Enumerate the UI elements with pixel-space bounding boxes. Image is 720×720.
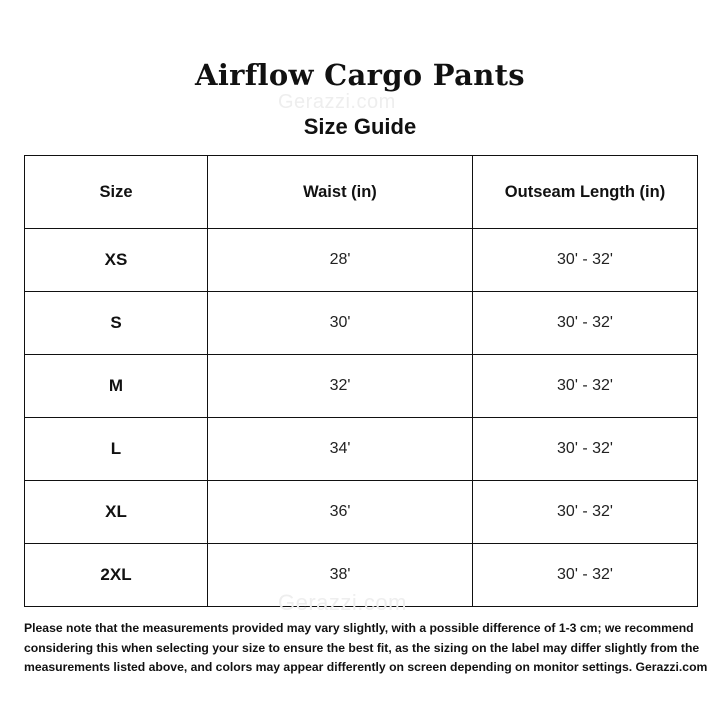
column-header-waist: Waist (in) — [208, 156, 473, 229]
table-row — [25, 229, 698, 292]
outseam-cell: 30' - 32' — [473, 418, 698, 481]
size-cell: XS — [25, 229, 208, 292]
watermark-bottom: Gerazzi.com — [278, 590, 407, 615]
column-header-outseam: Outseam Length (in) — [473, 156, 698, 229]
outseam-cell: 30' - 32' — [473, 292, 698, 355]
page-subtitle: Size Guide — [303, 114, 417, 139]
disclaimer-note: Please note that the measurements provided may vary slightly, with a possible difference of 1-3 cm; we recommend considering this when selecting your size to ensure the best fit, as the sizing on the label may differ slightly from the measurements listed above, and colors may appear differently on screen depending on monitor settings. Gerazzi.com — [24, 621, 708, 674]
table-row — [25, 355, 698, 418]
outseam-cell: 30' - 32' — [473, 544, 698, 607]
size-cell: M — [25, 355, 208, 418]
size-cell: 2XL — [25, 544, 208, 607]
page-title: Airflow Cargo Pants — [195, 58, 525, 92]
table-header-row — [25, 156, 698, 229]
table-row — [25, 481, 698, 544]
table-row — [25, 292, 698, 355]
size-cell: L — [25, 418, 208, 481]
column-header-size: Size — [25, 156, 208, 229]
waist-cell: 28' — [208, 229, 473, 292]
watermark-top: Gerazzi.com — [278, 91, 396, 113]
outseam-cell: 30' - 32' — [473, 481, 698, 544]
waist-cell: 30' — [208, 292, 473, 355]
outseam-cell: 30' - 32' — [473, 229, 698, 292]
table-row — [25, 418, 698, 481]
outseam-cell: 30' - 32' — [473, 355, 698, 418]
waist-cell: 36' — [208, 481, 473, 544]
size-cell: XL — [25, 481, 208, 544]
waist-cell: 34' — [208, 418, 473, 481]
waist-cell: 38' — [208, 544, 473, 607]
size-guide-table — [24, 155, 698, 607]
waist-cell: 32' — [208, 355, 473, 418]
size-cell: S — [25, 292, 208, 355]
